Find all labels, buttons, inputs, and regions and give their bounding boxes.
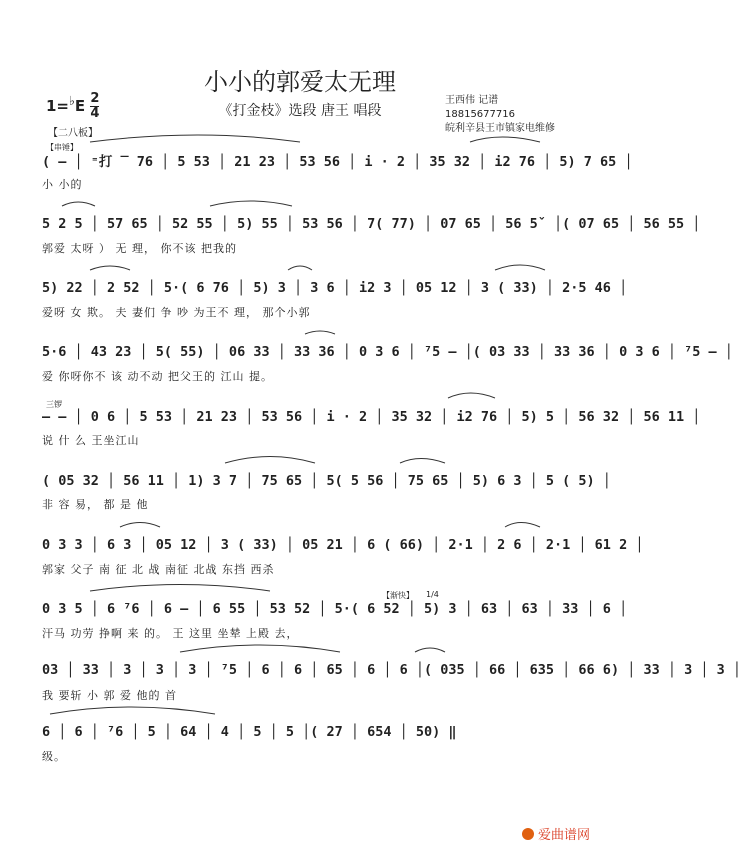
notation-row-5: – – │ 0 6 │ 5 53 │ 21 23 │ 53 56 │ i · 2 │ 35 32 │ i2 76 │ 5) 5 │ 56 32 │ 56 11 │ <box>42 409 701 425</box>
lyric-row-4: 爱 你呀你不 该 动不动 把父王的 江山 提。 <box>42 370 273 383</box>
notation-row-10: 6 │ 6 │ ⁷6 │ 5 │ 64 │ 4 │ 5 │ 5 │( 27 │ 654 │ 50) ‖ <box>42 724 457 740</box>
flat-sign: ♭ <box>69 93 75 108</box>
score-title: 小小的郭爱太无理 <box>204 68 396 96</box>
slur <box>62 202 95 206</box>
key-prefix: 1= <box>46 97 70 115</box>
slur <box>90 266 130 270</box>
lyric-row-2: 郭爱 太呀 ） 无 理， 你不该 把我的 <box>42 242 237 255</box>
slur <box>50 707 215 714</box>
notation-row-4: 5·6 │ 43 23 │ 5( 55) │ 06 33 │ 33 36 │ 0 3 6 │ ⁷5 – │( 03 33 │ 33 36 │ 0 3 6 │ ⁷5 – │ <box>42 344 733 360</box>
lyric-row-1: 小 小的 <box>42 178 83 191</box>
credit-phone: 18815677716 <box>445 109 515 120</box>
credit-address: 皖利辛县王市镇家电维修 <box>445 123 555 134</box>
slur <box>415 648 445 652</box>
ban-type: 【二八板】 <box>48 128 98 139</box>
slur <box>495 265 545 270</box>
marker-xinkuai: 【渐快】 <box>382 591 414 600</box>
credit-transcriber: 王西伟 记谱 <box>445 95 499 106</box>
lyric-row-8: 汗马 功劳 挣啊 来 的。 王 这里 坐辇 上殿 去， <box>42 627 299 640</box>
lyric-row-9: 我 要斩 小 郭 爱 他的 首 <box>42 689 177 702</box>
notation-row-3: 5) 22 │ 2 52 │ 5·( 6 76 │ 5) 3 │ 3 6 │ i2 3 │ 05 12 │ 3 ( 33) │ 2·5 46 │ <box>42 280 628 296</box>
slur <box>90 585 270 592</box>
marker-chuanchui: 【串锤】 <box>46 143 78 152</box>
notation-row-7: 0 3 3 │ 6 3 │ 05 12 │ 3 ( 33) │ 05 21 │ 6 ( 66) │ 2·1 │ 2 6 │ 2·1 │ 61 2 │ <box>42 537 644 553</box>
slur <box>305 331 335 334</box>
slur <box>448 393 495 398</box>
notation-row-1: ( – │ ⁼打 ‾ 76 │ 5 53 │ 21 23 │ 53 56 │ i · 2 │ 35 32 │ i2 76 │ 5) 7 65 │ <box>42 154 633 170</box>
slur <box>505 523 540 528</box>
music-note-icon <box>522 828 534 840</box>
time-top: 2 <box>90 91 100 106</box>
notation-row-9: 03 │ 33 │ 3 │ 3 │ 3 │ ⁷5 │ 6 │ 6 │ 65 │ 6 │ 6 │( 035 │ 66 │ 635 │ 66 6) │ 33 │ 3 │ 3 │ <box>42 662 741 678</box>
subtitle: 《打金枝》选段 唐王 唱段 <box>218 103 382 119</box>
slur <box>210 201 292 206</box>
slur <box>400 459 445 464</box>
slur <box>288 266 312 270</box>
lyric-row-3: 爱呀 女 欺。 夫 妻们 争 吵 为王不 理， 那个小郭 <box>42 306 311 319</box>
lyric-row-5: 说 什 么 王坐江山 <box>42 434 140 447</box>
watermark-text: 爱曲谱网 <box>537 828 590 843</box>
notation-row-6: ( 05 32 │ 56 11 │ 1) 3 7 │ 75 65 │ 5( 5 56 │ 75 65 │ 5) 6 3 │ 5 ( 5) │ <box>42 473 611 489</box>
key-note: E <box>74 97 86 115</box>
notation-row-8: 0 3 5 │ 6 ⁷6 │ 6 – │ 6 55 │ 53 52 │ 5·( 6 52 │ 5) 3 │ 63 │ 63 │ 33 │ 6 │ <box>42 601 628 617</box>
slur <box>225 457 315 464</box>
lyric-row-6: 非 容 易， 都 是 他 <box>42 498 149 511</box>
slur <box>90 135 300 142</box>
slur <box>120 523 160 528</box>
lyric-row-7: 郭家 父子 南 征 北 战 南征 北战 东挡 西杀 <box>42 563 275 576</box>
slur <box>470 137 540 142</box>
site-watermark <box>522 824 590 843</box>
time-bottom: 4 <box>90 106 100 121</box>
slur <box>180 645 340 652</box>
notation-row-2: 5 2 5 │ 57 65 │ 52 55 │ 5) 55 │ 53 56 │ 7( 77) │ 07 65 │ 56 5ˇ │( 07 65 │ 56 55 │ <box>42 216 701 232</box>
marker-quarter: 1/4 <box>426 590 439 599</box>
lyric-row-10: 级。 <box>42 750 66 763</box>
marker-sanluo: 三锣 <box>46 400 62 409</box>
